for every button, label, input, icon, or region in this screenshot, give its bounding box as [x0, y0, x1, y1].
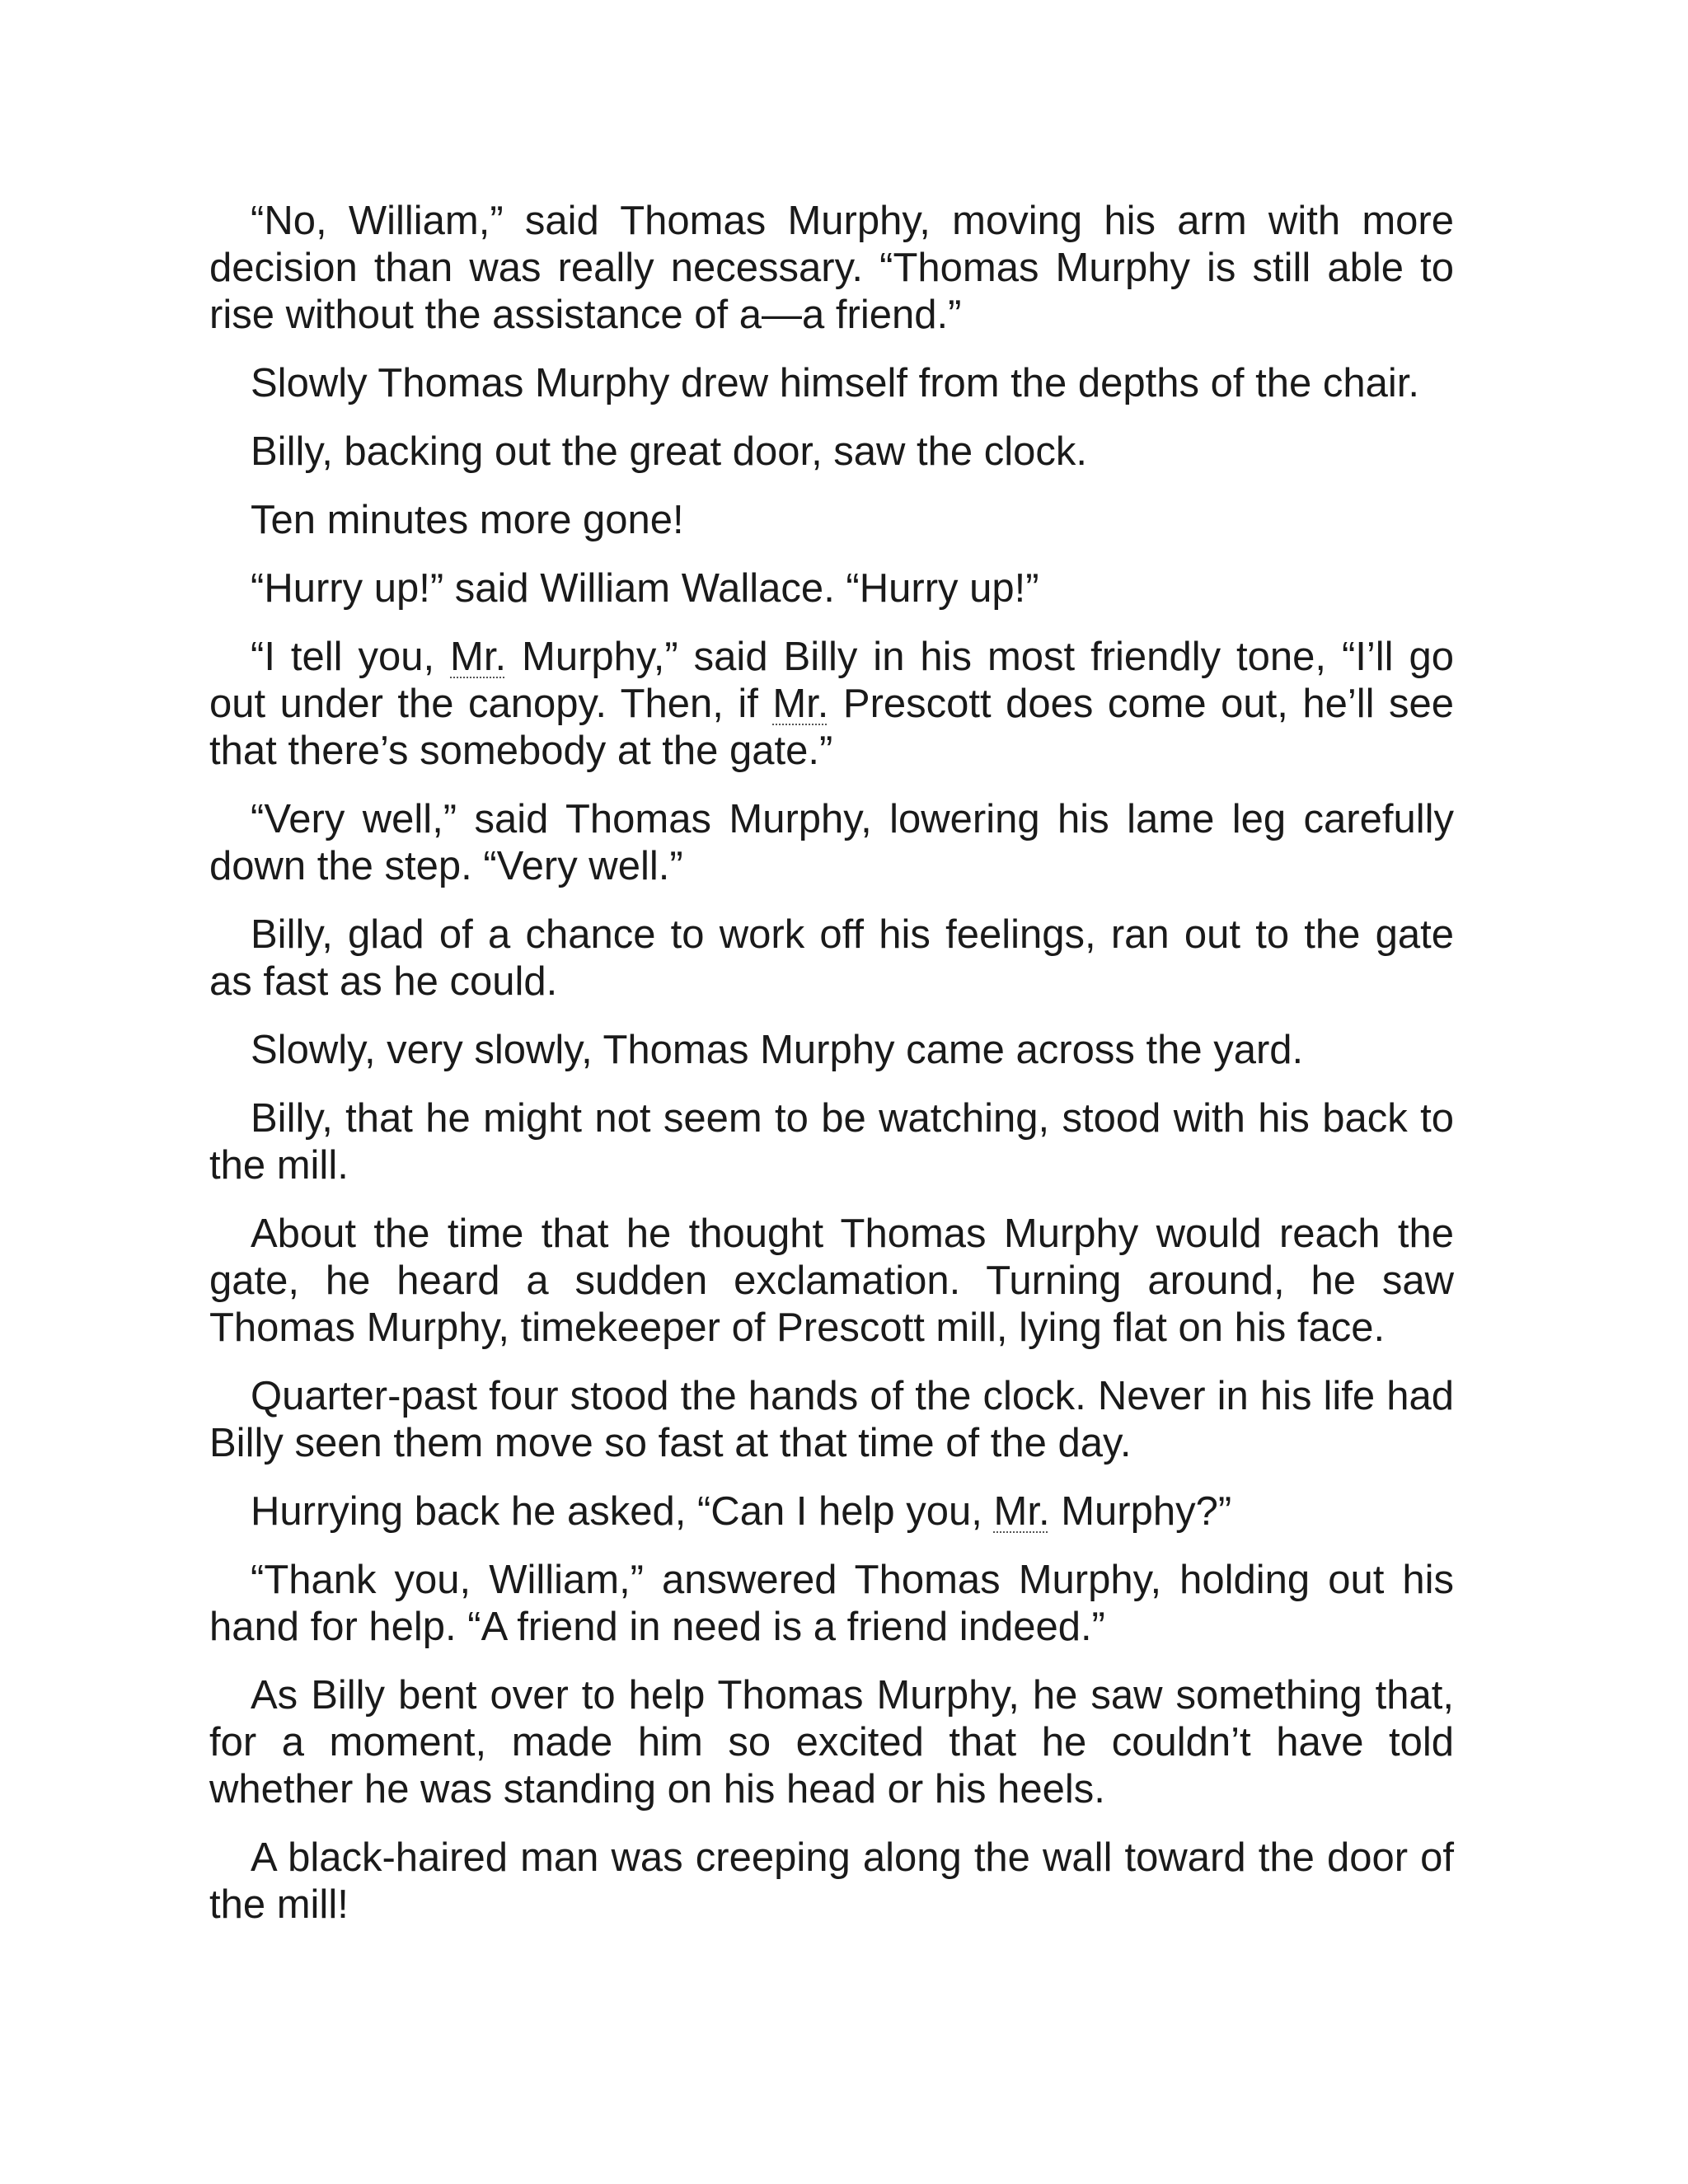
paragraph	[209, 634, 1454, 775]
text-run: Slowly, very slowly, Thomas Murphy came across the yard.	[251, 1028, 1304, 1072]
paragraph	[209, 360, 1454, 407]
text-run: “Hurry up!” said William Wallace. “Hurry up!”	[251, 566, 1039, 611]
text-run: Prescott does come out, he’ll see that there’s somebody at the gate.”	[209, 682, 1454, 773]
abbreviation: Mr.	[772, 682, 829, 726]
paragraph	[209, 565, 1454, 612]
paragraph	[209, 912, 1454, 1005]
paragraph	[209, 1835, 1454, 1929]
text-run: As Billy bent over to help Thomas Murphy, he saw something that, for a moment, made him so excited that he couldn’t have told whether he was standing on his head or his heels.	[209, 1673, 1454, 1811]
paragraph	[209, 429, 1454, 476]
text-run: Billy, glad of a chance to work off his feelings, ran out to the gate as fast as he could.	[209, 912, 1454, 1004]
document-page	[209, 198, 1454, 1950]
paragraph	[209, 497, 1454, 544]
text-run: “I tell you,	[251, 635, 451, 679]
paragraph	[209, 1488, 1454, 1535]
paragraph	[209, 1211, 1454, 1352]
paragraph	[209, 1027, 1454, 1074]
text-run: A black-haired man was creeping along the wall toward the door of the mill!	[209, 1835, 1454, 1927]
paragraph	[209, 198, 1454, 339]
text-run: Quarter-past four stood the hands of the clock. Never in his life had Billy seen them move so fast at that time of the day.	[209, 1374, 1454, 1465]
text-run: Billy, backing out the great door, saw the clock.	[251, 429, 1088, 474]
paragraph	[209, 1672, 1454, 1813]
text-run: “No, William,” said Thomas Murphy, moving his arm with more decision than was really necessary. “Thomas Murphy is still able to rise without the assistance of a—a friend.”	[209, 199, 1454, 337]
paragraph	[209, 1557, 1454, 1651]
text-run: Hurrying back he asked, “Can I help you,	[251, 1489, 994, 1534]
text-run: About the time that he thought Thomas Murphy would reach the gate, he heard a sudden exclamation. Turning around, he saw Thomas Murphy, timekeeper of Prescott mill, lying flat on his face.	[209, 1212, 1454, 1350]
abbreviation: Mr.	[450, 635, 507, 679]
abbreviation: Mr.	[993, 1489, 1050, 1534]
paragraph	[209, 796, 1454, 890]
text-run: Murphy?”	[1049, 1489, 1232, 1534]
text-run: “Very well,” said Thomas Murphy, lowering his lame leg carefully down the step. “Very well.”	[209, 797, 1454, 888]
paragraph	[209, 1095, 1454, 1189]
text-run: Slowly Thomas Murphy drew himself from the depths of the chair.	[251, 361, 1419, 405]
text-run: Billy, that he might not seem to be watching, stood with his back to the mill.	[209, 1096, 1454, 1188]
text-run: Murphy,” said Billy in his most friendly tone, “I’ll go out under the canopy. Then, if	[209, 635, 1455, 726]
text-run: Ten minutes more gone!	[251, 498, 684, 542]
text-run: “Thank you, William,” answered Thomas Murphy, holding out his hand for help. “A friend in need is a friend indeed.”	[209, 1558, 1454, 1649]
paragraph	[209, 1373, 1454, 1467]
